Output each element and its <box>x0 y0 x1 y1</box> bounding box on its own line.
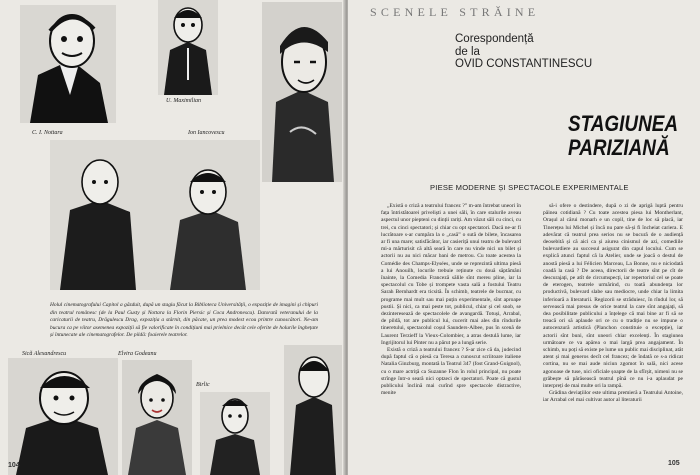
caption-nottara: C. I. Nottara <box>32 130 63 136</box>
article-column-2 <box>543 203 683 465</box>
godeanu-drawing-icon <box>122 360 192 475</box>
caricature-unknown <box>284 345 342 475</box>
alexandrescu-drawing-icon <box>8 358 118 475</box>
nottara-drawing-icon <box>20 5 116 123</box>
left-page-number: 104 <box>8 462 20 469</box>
column-2-paragraph-1: să-i ofere o destindere, după o zi de aprigă luptă pentru pâinea cotidiană ? Cu toate acestea piesa lui Montherlant, Orașul al cărui monarh e un copil, tine de loc să placă, iar Tinerețea lui Michel și încă nu pare să-și fi încheiat cariera. E adevărat că teatrul prea serios nu se bucură de o audiență deosebită și că aici ca și aiurea cinismul de azi, comediile bulevardiere au succesul asigurat din capul locului. Cum se explică atunci faptul că la Atelier, unde se joacă o destul de anostă piesă a lui Félicien Marceau, La Bonne, nu e niciodată coadă la casă ? De aceea, directorii de teatre sînt pe cît de descurajați, pe atît de circumspecți, iar repertoriul cel se poate de eterogen, teatrele urmărind, cu toată abundența lor productivă, bulevard slabe sau mediocre, unde chiar la limita inferioară a literaturii. Regizorii se străduiesc, în rîndul lor, să servească mai presus de orice teatrul la care sînt angajați, să dea posibilitate publicului a înțelege că mai bine ar fi să se treacă ori să aplaude ori ce cu o tradiție nu se impune o autocenzură artistică (Planchon constituie o excepție), iar actorii sînt buni, sînt uneori chiar excelenți. În stagiunea următoare ce va apărea o mai largă prea angajament. În schimb, nu poți să existe pe lume un public mai disciplinat, atât atent și mai generos decît cel francez; de îndată ce s-a ridicat cortina, nu se mai aude niciun zgomot în sală, nici acese agonoase de tuse, nici oficiale șoapte de la sfîrșit, nimeni nu se grăbește să părăsească teatrul pînă ce nu i-a aplaudat pe interpreți de mai multe ori la rampă. <box>543 203 683 390</box>
correspondence-block <box>455 33 592 71</box>
column-2-paragraph-2: Grădina deviațiilor este ultima premieră a Teatrului Antoine, iar Arrabal cel mai cultivat autor al literaturii <box>543 390 683 404</box>
intro-paragraph: Holul cinematografului Capitol a găzduit, după un stagiu făcut la Biblioteca Universității, o expoziție de imagini și chipuri din teatrul românesc (de la Paul Gusty și Nottara la Florin Piersic și Coca Andronescu). Datorată veteranului de la caricaturii de teatru, Drăgulescu Drag, expoziția a stârnit, din păcate, un prea modest ecou printre cunoscători. Ne-am bucura ca pe viitor asemenea expoziții să fie valorificate în condițiuni mai prielnice decât cele oferite de holurile înghețate și întunecate ale cinematografelor. De pildă: foaierele teatrelor. <box>50 302 318 339</box>
section-rubric: SCENELE STRĂINE <box>370 5 540 19</box>
caption-maximilian: U. Maximilian <box>166 98 201 104</box>
article-column-1 <box>381 203 521 465</box>
figure-drawing-icon <box>284 345 342 475</box>
caricature-birlic <box>200 392 270 475</box>
caricature-godeanu <box>122 360 192 475</box>
correspondence-from: de la <box>455 45 480 58</box>
article-title-line1: STAGIUNEA <box>568 111 679 136</box>
correspondent-name: OVID CONSTANTINESCU <box>455 58 593 70</box>
caricature-group <box>50 140 260 290</box>
caricature-alexandrescu <box>8 358 118 475</box>
group-drawing-icon <box>50 140 260 290</box>
caption-alexandrescu: Sică Alexandrescu <box>22 351 67 357</box>
column-1-paragraph-1: „Există o criză a teatrului francez ?” m-am întrebat uneori în fața întristătoarei priveliști a unei săli, în care stalurile aveau aspectul unor piepteni cu dinții rariți. Am văzut săli cu cinci, cu trei, cu cinci spectatori; și chiar cu opt spectatori. Dacă ne-ar fi lucrătoare s-ar cumpăra la o „casă” o sută de bilete, încasarea ar fi una mare; satisfăcător, iar casieriță unui teatru de bulevard mi-a mărturisit că altă seară în care nu vinde nici un bilet și actorii nu au nici măcar bani de metrou. Cu toate acestea la Comédie des Champs-Elysées, unde se reprezintă ultima piesă a lui Anouilh, locurile trebuie reținute cu două săptămâni înainte, la Comedia Franceză sălile sînt mereu pline, iar la spectacolul cu Tobe și trompete vasta sală a fostului Teatru Sarah Bernhardt era ticsită. În schimb, teatrele de bucmar, cu programe mai mult sau mai puțin experimentale, sînt aproape pustii. Și nici, ca mai peste tot, publicul, chiar și cel snob, se dezinteresează de spectacolele de avangardă. Totuși, Arrabal, de pildă, tot are publicul lui, cucerit mai ales din rîndurile tineretului, spectacolul coșul Saunders-Albee, pus în scenă de Laurent Terzieff la Vieux-Colombier, a atras destulă lume, iar Ingrijitorul lui Pinter nu a părut pe a lungă serie. <box>381 203 521 346</box>
caption-godeanu: Elvira Godeanu <box>118 351 157 357</box>
article-title-line2: PARIZIANĂ <box>568 135 670 160</box>
article-title <box>568 111 679 160</box>
maximilian-drawing-icon <box>158 0 218 95</box>
birlic-drawing-icon <box>200 392 270 475</box>
iancovescu-drawing-icon <box>262 2 342 182</box>
caption-iancovescu: Ion Iancovescu <box>188 130 225 136</box>
right-page-number: 105 <box>668 460 680 467</box>
caricature-iancovescu <box>262 2 342 182</box>
correspondence-label: Corespondență <box>455 33 534 45</box>
caricature-nottara <box>20 5 116 123</box>
caricature-maximilian <box>158 0 218 95</box>
article-subtitle: PIESE MODERNE ȘI SPECTACOLE EXPERIMENTALE <box>430 183 629 192</box>
left-page <box>0 0 345 475</box>
column-1-paragraph-2: Există o criză a teatrului francez ? S-ar zice că da, judecind după faptul că o piesă ca Teresa a cunoscut scriitoare italiene Natalia Ginzburg, montată la Teatrul 347 (fost Grand-Guignol), cu o mare actriță ca Suzanne Flon în rolul principal, nu poate strînge într-o seară nici optzeci de spectatori. Poate că gustul publicului înclină mai curînd spre spectacole distractive, menite <box>381 347 521 397</box>
caption-birlic: Birlic <box>196 382 210 388</box>
